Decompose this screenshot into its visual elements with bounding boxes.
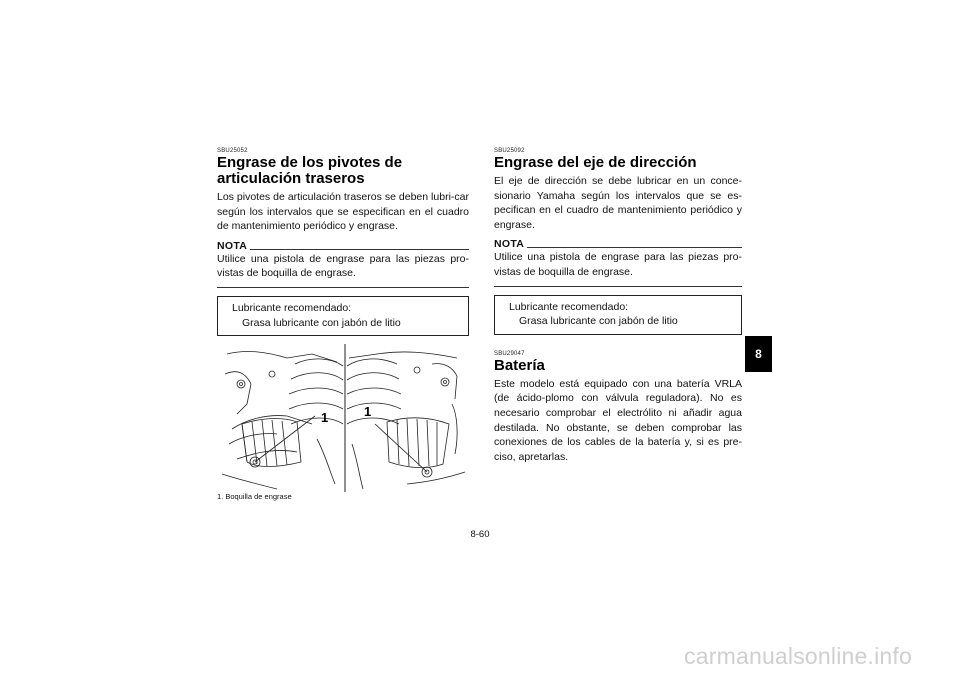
nota-text: Utilice una pistola de engrase para las piezas pro-vistas de boquilla de engrase.: [217, 252, 469, 280]
figure-caption: 1. Boquilla de engrase: [217, 492, 292, 502]
lubricant-box: [217, 296, 469, 336]
chapter-tab: 8: [745, 336, 772, 372]
nota-end-rule: [494, 286, 742, 287]
right-column: [494, 148, 742, 464]
nota-rule: [250, 249, 469, 250]
figure-callout-right: 1: [364, 404, 372, 420]
left-column: [217, 148, 469, 501]
section-body: Los pivotes de articulación traseros se deben lubri-car según los intervalos que se especifican en el cuadro de mantenimiento periódico y engrase.: [217, 191, 469, 233]
nota-end-rule: [217, 287, 469, 288]
nota-header: [494, 238, 742, 250]
lubricant-label: Lubricante recomendado:: [509, 300, 629, 313]
lubricant-label: Lubricante recomendado:: [232, 301, 352, 314]
page-number: 8-60: [470, 529, 490, 540]
figure-callout-left: 1: [321, 410, 329, 426]
section-body: Este modelo está equipado con una batería VRLA (de ácido-plomo con válvula reguladora). No es necesario comprobar el electrólito ni añadir agua destilada. No obstante, se deben comprobar las conexiones de los cables de la batería y, si es pre-ciso, apretarlas.: [494, 377, 742, 463]
lubricant-box: [494, 295, 742, 335]
section-body: El eje de dirección se debe lubricar en un conce-sionario Yamaha según los intervalos que se es-pecifican en el cuadro de mantenimiento periódico y engrase.: [494, 175, 742, 231]
illustration-svg: [217, 344, 467, 492]
section-code: SBU25052: [217, 148, 248, 154]
nota-label: NOTA: [217, 239, 248, 252]
grease-nipple-illustration: [217, 344, 467, 492]
section-title: Engrase de los pivotes de articulación traseros: [217, 154, 403, 187]
section-title: Engrase del eje de dirección: [494, 154, 697, 171]
nota-label: NOTA: [494, 238, 525, 251]
section-spacer: [494, 335, 742, 351]
section-title: Batería: [494, 356, 545, 374]
section-code: SBU29047: [494, 350, 525, 357]
lubricant-value: Grasa lubricante con jabón de litio: [519, 315, 678, 328]
section-code: SBU25092: [494, 148, 525, 154]
lubricant-value: Grasa lubricante con jabón de litio: [242, 316, 401, 329]
nota-header: [217, 240, 469, 252]
nota-text: Utilice una pistola de engrase para las piezas pro-vistas de boquilla de engrase.: [494, 251, 742, 278]
nota-rule: [527, 247, 742, 248]
watermark: carmanualsonline.info: [684, 643, 912, 669]
